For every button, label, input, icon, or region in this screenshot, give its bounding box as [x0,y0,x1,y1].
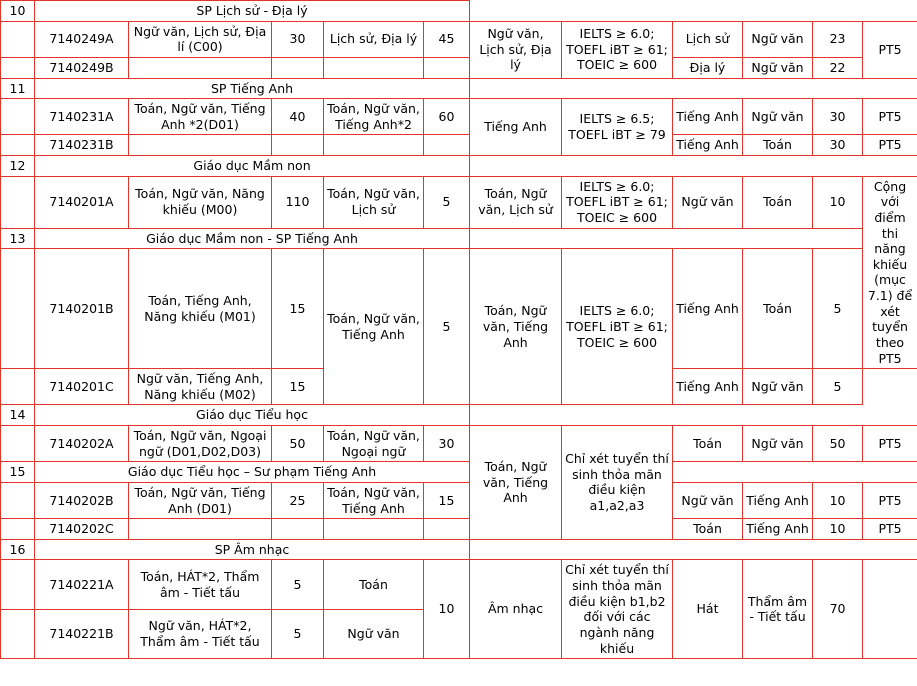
subject-combo-2 [324,57,424,78]
major-code: 7140231A [35,99,129,135]
method-code: PT5 [863,426,917,462]
second-subject: Ngữ văn [743,21,813,57]
table-row [1,135,917,156]
subject-combo [129,135,272,156]
major-code: 7140249A [35,21,129,57]
quota-2: 15 [424,482,470,518]
quota-1: 15 [272,249,324,369]
subject-combo-2: Lịch sử, Địa lý [324,21,424,57]
index-blank [1,369,35,405]
group-title: Giáo dục Mầm non [35,156,470,177]
index-blank [1,609,35,658]
major-code: 7140221B [35,609,129,658]
subject-combo-3: Toán, Ngữ văn, Tiếng Anh [470,426,562,540]
quota-1: 5 [272,560,324,609]
score: 50 [813,426,863,462]
subject-combo: Toán, Ngữ văn, Tiếng Anh *2(D01) [129,99,272,135]
major-code: 7140201C [35,369,129,405]
table-group-row [1,405,917,426]
score: 22 [813,57,863,78]
score: 10 [813,176,863,228]
subject-combo-3: Ngữ văn, Lịch sử, Địa lý [470,21,562,78]
group-title: SP Lịch sử - Địa lý [35,1,470,22]
quota-1: 40 [272,99,324,135]
major-code: 7140202B [35,482,129,518]
quota-1: 5 [272,609,324,658]
row-index: 14 [1,405,35,426]
quota-1: 50 [272,426,324,462]
row-index: 13 [1,228,35,249]
row-index: 10 [1,1,35,22]
second-subject: Thẩm âm - Tiết tấu [743,560,813,659]
second-subject: Ngữ văn [743,99,813,135]
quota-2: 45 [424,21,470,57]
main-subject: Hát [673,560,743,659]
method-code: PT5 [863,99,917,135]
major-code: 7140249B [35,57,129,78]
table-row [1,57,917,78]
main-subject: Toán [673,519,743,540]
quota-2: 30 [424,426,470,462]
subject-combo: Ngữ văn, Lịch sử, Địa lí (C00) [129,21,272,57]
subject-combo-2: Toán, Ngữ văn, Tiếng Anh*2 [324,99,424,135]
subject-combo: Toán, HÁT*2, Thẩm âm - Tiết tấu [129,560,272,609]
method-code: PT5 [863,21,917,78]
subject-combo-2: Toán [324,560,424,609]
quota-1 [272,519,324,540]
index-blank [1,57,35,78]
language-requirement: IELTS ≥ 6.0; TOEFL iBT ≥ 61; TOEIC ≥ 600 [562,249,673,405]
main-subject: Địa lý [673,57,743,78]
score: 5 [813,249,863,369]
subject-combo-3: Âm nhạc [470,560,562,659]
score: 30 [813,135,863,156]
subject-combo [129,57,272,78]
subject-combo-2 [324,519,424,540]
table-group-row [1,539,917,560]
subject-combo: Toán, Ngữ văn, Tiếng Anh (D01) [129,482,272,518]
main-subject: Tiếng Anh [673,369,743,405]
quota-2: 5 [424,176,470,228]
table-group-row [1,462,917,483]
main-subject: Ngữ văn [673,482,743,518]
language-requirement: Chỉ xét tuyển thí sinh thỏa mãn điều kiện b1,b2 đối với các ngành năng khiếu [562,560,673,659]
second-subject: Tiếng Anh [743,519,813,540]
main-subject: Tiếng Anh [673,135,743,156]
method-code: PT5 [863,482,917,518]
subject-combo: Toán, Ngữ văn, Ngoại ngữ (D01,D02,D03) [129,426,272,462]
subject-combo-2: Ngữ văn [324,609,424,658]
index-blank [1,135,35,156]
main-subject: Ngữ văn [673,176,743,228]
table-row [1,21,917,57]
index-blank [1,21,35,57]
quota-2 [424,519,470,540]
table-row [1,482,917,518]
language-requirement: Chỉ xét tuyển thí sinh thỏa mãn điều kiện a1,a2,a3 [562,426,673,540]
index-blank [1,176,35,228]
major-code: 7140221A [35,560,129,609]
subject-combo: Ngữ văn, HÁT*2, Thẩm âm - Tiết tấu [129,609,272,658]
row-index: 15 [1,462,35,483]
index-blank [1,560,35,609]
subject-combo: Ngữ văn, Tiếng Anh, Năng khiếu (M02) [129,369,272,405]
table-group-row [1,1,917,22]
row-index: 16 [1,539,35,560]
index-blank [1,426,35,462]
quota-1: 110 [272,176,324,228]
subject-combo-3: Toán, Ngữ văn, Lịch sử [470,176,562,228]
major-code: 7140231B [35,135,129,156]
quota-1: 15 [272,369,324,405]
index-blank [1,482,35,518]
language-requirement: IELTS ≥ 6.0; TOEFL iBT ≥ 61; TOEIC ≥ 600 [562,21,673,78]
main-subject: Lịch sử [673,21,743,57]
score: 23 [813,21,863,57]
table-row [1,426,917,462]
main-subject: Tiếng Anh [673,99,743,135]
subject-combo [129,519,272,540]
subject-combo-2: Toán, Ngữ văn, Ngoại ngữ [324,426,424,462]
method-code [863,560,917,659]
second-subject: Toán [743,176,813,228]
score: 70 [813,560,863,659]
method-code: PT5 [863,519,917,540]
group-title: Giáo dục Mầm non - SP Tiếng Anh [35,228,470,249]
quota-2: 10 [424,560,470,659]
subject-combo: Toán, Tiếng Anh, Năng khiếu (M01) [129,249,272,369]
major-code: 7140201B [35,249,129,369]
group-title: SP Âm nhạc [35,539,470,560]
quota-2 [424,57,470,78]
group-title: SP Tiếng Anh [35,78,470,99]
language-requirement: IELTS ≥ 6.5; TOEFL iBT ≥ 79 [562,99,673,156]
score: 10 [813,482,863,518]
second-subject: Ngữ văn [743,57,813,78]
second-subject: Ngữ văn [743,369,813,405]
second-subject: Toán [743,135,813,156]
subject-combo-3: Toán, Ngữ văn, Tiếng Anh [470,249,562,405]
group-title: Giáo dục Tiểu học [35,405,470,426]
subject-combo: Toán, Ngữ văn, Năng khiếu (M00) [129,176,272,228]
note-cell: Cộng với điểm thi năng khiếu (mục 7.1) để xét tuyển theo PT5 [863,176,917,369]
quota-2: 60 [424,99,470,135]
table-group-row [1,156,917,177]
table-row [1,249,917,369]
table-row [1,560,917,609]
major-code: 7140201A [35,176,129,228]
quota-1 [272,57,324,78]
table-row [1,519,917,540]
score: 30 [813,99,863,135]
second-subject: Tiếng Anh [743,482,813,518]
quota-1: 30 [272,21,324,57]
quota-2: 5 [424,249,470,405]
group-title: Giáo dục Tiểu học – Sư phạm Tiếng Anh [35,462,470,483]
second-subject: Toán [743,249,813,369]
language-requirement: IELTS ≥ 6.0; TOEFL iBT ≥ 61; TOEIC ≥ 600 [562,176,673,228]
index-blank [1,249,35,369]
table-group-row [1,228,917,249]
row-index: 12 [1,156,35,177]
subject-combo-2 [324,135,424,156]
method-code: PT5 [863,135,917,156]
major-code: 7140202C [35,519,129,540]
second-subject: Ngữ văn [743,426,813,462]
table-body [1,1,917,659]
major-code: 7140202A [35,426,129,462]
index-blank [1,99,35,135]
main-subject: Tiếng Anh [673,249,743,369]
subject-combo-2: Toán, Ngữ văn, Tiếng Anh [324,482,424,518]
subject-combo-2: Toán, Ngữ văn, Lịch sử [324,176,424,228]
quota-2 [424,135,470,156]
row-index: 11 [1,78,35,99]
subject-combo-3: Tiếng Anh [470,99,562,156]
table-row [1,176,917,228]
table-row [1,99,917,135]
table-group-row [1,78,917,99]
index-blank [1,519,35,540]
main-subject: Toán [673,426,743,462]
score: 5 [813,369,863,405]
subject-combo-2: Toán, Ngữ văn, Tiếng Anh [324,249,424,405]
quota-1: 25 [272,482,324,518]
quota-1 [272,135,324,156]
score: 10 [813,519,863,540]
